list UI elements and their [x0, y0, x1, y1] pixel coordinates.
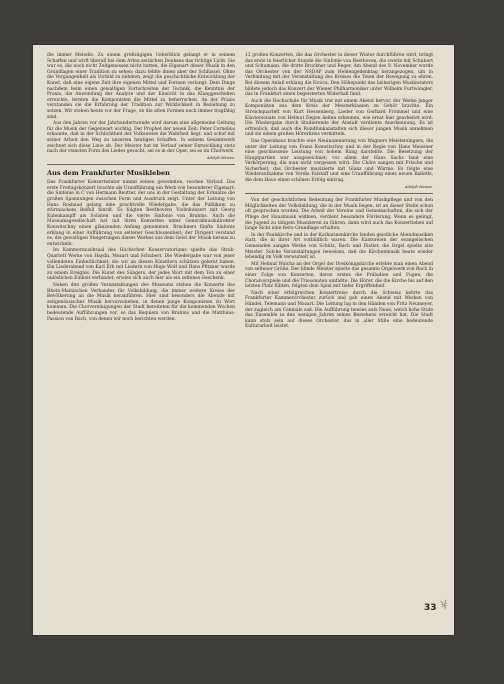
paragraph: Nach einer erfolgreichen Konzertreise durch die Schweiz kehrte das Frankfurter Kammerorchester zurück und gab einen Abend mit Werken von Händel, Telemann und Mozart. Die Leitung lag in den Händen von Fritz Neumeyer, der zugleich am Cembalo saß. Die Aufführung bewies aufs Neue, welch hohe Stufe das Ensemble in den wenigen Jahren seines Bestehens erreicht hat. Die Stadt kann stolz sein auf dieses Orchester, das in aller Stille eine bedeutende Kulturarbeit leistet. — [245, 290, 433, 330]
paragraph: Im Kammermusiksaal des Hochschen Konservatoriums spielte das Strub-Quartett Werke von Haydn, Mozart und Schubert. Die Wiedergabe war von jener vollendeten Einheitlichkeit, die wir an diesen Künstlern schätzen gelernt haben. Ein Liederabend von Karl Erb mit Liedern von Hugo Wolf und Hans Pfitzner wurde zu einem Ereignis. Die Kunst des Sängers, der jedes Wort mit dem Ton zu einer unlöslichen Einheit verbindet, erwies sich auch hier als ein seltenes Geschenk. — [47, 248, 235, 282]
paragraph: Aus den Jahren vor der Jahrhundertwende wird darum eine allgemeine Geltung für die Musik der Gegenwart wichtig. Der Prophet der neuen Zeit: Peter Cornelius erkannte, daß in der Schlichtheit der Volksweise die Wahrheit liegt, und schuf mit seiner Arbeit den Weg zu unserem heutigen Schaffen. In seinem Gesamtwerk zeichnet sich diese Linie ab. Der Meister hat im Verlauf seiner Entwicklung stets nach der reinsten Form des Liedes gesucht, sei es in der Oper, sei es im Chorwerk. — [47, 121, 235, 155]
paragraph: Mit Helmut Walcha an der Orgel der Dreikönigskirche erlebte man einen Abend von seltener Größe. Der blinde Meister spielte das gesamte Orgelwerk von Bach in einer Folge von Konzerten, deren erstes die Präludien und Fugen, die Choralvorspiele und die Triosonaten umfaßte. Die Hörer, die die Kirche bis auf den letzten Platz füllten, folgten dem Spiel mit tiefer Ergriffenheit. — [245, 261, 433, 290]
right-column — [245, 53, 433, 331]
divider — [47, 164, 235, 165]
paragraph: die immer Melodie. Zu einem großzügigen Ueberblick gelangt er in seinem Schaffen und wirft überall bei dem Arten zeitlichen Denkens das richtige Licht. Sie war es, die noch nicht Zeitgenossen nicht hatten, die Eigenart dieser Musik in den Grundlagen einer Tradition zu sehen; dazu fehlte ihnen aber der Schlüssel. Ohne die Vergangenheit als Vorbild zu nehmen, zeigt die geschichtliche Entwicklung der Kunst, daß eine eigene Zeit ihre eigenen Mittel und Formen verlangt. Dem Dinge nachdem beim einen gewaltigen Fortschreiten der Technik, die Kenntnis der Praxis, die Anwendung der Analyse und der Einsicht in das Klanggeschehen erreichte, lernten die Komponisten die Mittel zu beherrschen. An der Praxis verstanden sie die Erfahrung der Tradition zur Wirklichkeit in Beziehung zu setzen. Wir stehen heute vor der Frage, ob die alten Formen noch immer tragfähig sind. — [47, 53, 235, 120]
page-number: 33 — [424, 603, 437, 613]
author-signature: Adolph Mewes. — [405, 184, 433, 189]
paragraph: Das Opernhaus brachte eine Neuinszenierung von Wagners Meistersingern, die unter der Leitung von Franz Konwitschny und in der Regie von Hans Meissner eine geschlossene Leistung von hohem Rang darstellte. Die Besetzung der Hauptpartien war ausgezeichnet; vor allem der Hans Sachs fand eine Verkörperung, die man nicht vergessen wird. Die Chöre sangen mit Frische und Sicherheit, das Orchester musizierte mit Glanz und Wärme. Es folgte eine Wiederaufnahme von Verdis Falstaff und eine Uraufführung eines neuen Balletts, die dem Haus einen schönen Erfolg eintrug. — [245, 138, 433, 184]
page-sheet — [33, 45, 454, 635]
paragraph: In der Paulskirche und in der Katharinenkirche fanden geistliche Abendmusiken statt, die in ihrer Art vorbildlich waren. Die Kantoreien der evangelischen Gemeinden sangen Werke von Schütz, Bach und Distler, die Orgel spielte alte Meister. Solche Veranstaltungen beweisen, daß die Kirchenmusik heute wieder lebendig im Volk verwurzelt ist. — [245, 232, 433, 261]
paragraph: Auch die Hochschule für Musik trat mit einem Abend hervor, der Werke junger Komponisten aus dem Kreis der Meisterklassen zu Gehör brachte. Ein Streichquartett von Kurt Hessenberg, Lieder von Gerhard Frommel und eine Klaviersonate von Helmut Degen ließen erkennen, wie ernst hier gearbeitet wird. Die Wiedergabe durch Studierende der Anstalt verdiente Anerkennung. Es ist erfreulich, daß auch die Rundfunkanstalten sich dieser jungen Musik annehmen und sie einem großen Hörerkreis vermitteln. — [245, 98, 433, 138]
left-column — [47, 53, 235, 323]
article-heading: Aus dem Frankfurter Musikleben — [47, 169, 170, 178]
paragraph: 12 großen Konzerten, die das Orchester in dieser Winter durchführen wird, bringt das erste in feierlicher Stunde die Sinfonie von Beethoven, die zweite mit Schubert und Schumann, die dritte Bruckner und Reger. Am Abend des 9. November wurde das Orchester von der NSDAP zum Heldengedenktag herangezogen, um in Verbindung mit der Veranstaltung des Kreises die Toten der Bewegung zu ehren. Bei diesem Anlaß erklang die Eroica. Den Höhepunkt des bisherigen Musikwinters bildete jedoch das Konzert der Wiener Philharmoniker unter Wilhelm Furtwängler, das in Frankfurt einen begeisterten Widerhall fand. — [245, 53, 433, 98]
paragraph: Von der geschichtlichen Bedeutung der Frankfurter Musikpflege und von den Möglichkeiten der Volksbildung, die in der Musik liegen, ist an dieser Stelle schon oft gesprochen worden. Die Arbeit der Vereine und Gemeinschaften, die sich der Pflege der Hausmusik widmen, verdient besondere Förderung. Wenn es gelingt, die Jugend zu tätigem Musizieren zu führen, dann wird auch das Konzertleben auf lange Sicht eine feste Grundlage erhalten. — [245, 198, 433, 232]
author-signature: Adolph Mewes. — [207, 155, 235, 160]
divider — [245, 193, 433, 194]
paragraph: Das Frankfurter Konzertwinter nimmt seinen gewohnten, reichen Verlauf. Das erste Freitagskonzert brachte als Uraufführung ein Werk von besonderer Eigenart: die Sinfonie in C von Hermann Reutter, der uns in der Gestaltung der Ecksätze die großen Spannungen zwischen Form und Ausdruck zeigt. Unter der Leitung von Hans Rosbaud gelang eine prachtvolle Wiedergabe, die das Publikum zu stürmischem Beifall hinriß. Es folgten Beethovens Violinkonzert mit Georg Kulenkampff als Solisten und die vierte Sinfonie von Brahms. Auch die Museumsgesellschaft hat mit ihren Konzerten unter Generalmusikdirektor Konwitschny einen glänzenden Anfang genommen. Bruckners fünfte Sinfonie erklang in einer Aufführung von seltener Geschlossenheit; der Dirigent verstand es, die gewaltigen Steigerungen dieses Werkes aus dem Geist der Musik heraus zu entwickeln. — [47, 180, 235, 247]
archive-stamp-icon: ¥ — [438, 597, 450, 613]
paragraph: Neben den großen Veranstaltungen des Museums stehen die Konzerte des Rhein-Mainischen Verbandes für Volksbildung, die immer weitere Kreise der Bevölkerung an die Musik heranführen. Hier sind besonders die Abende mit zeitgenössischer Musik hervorzuheben, in denen junge Komponisten zu Wort kommen. Die Chorvereinigungen der Stadt bereiteten für die kommenden Wochen bedeutende Aufführungen vor, so das Requiem von Brahms und die Matthäus-Passion von Bach, von denen wir noch berichten werden. — [47, 282, 235, 322]
